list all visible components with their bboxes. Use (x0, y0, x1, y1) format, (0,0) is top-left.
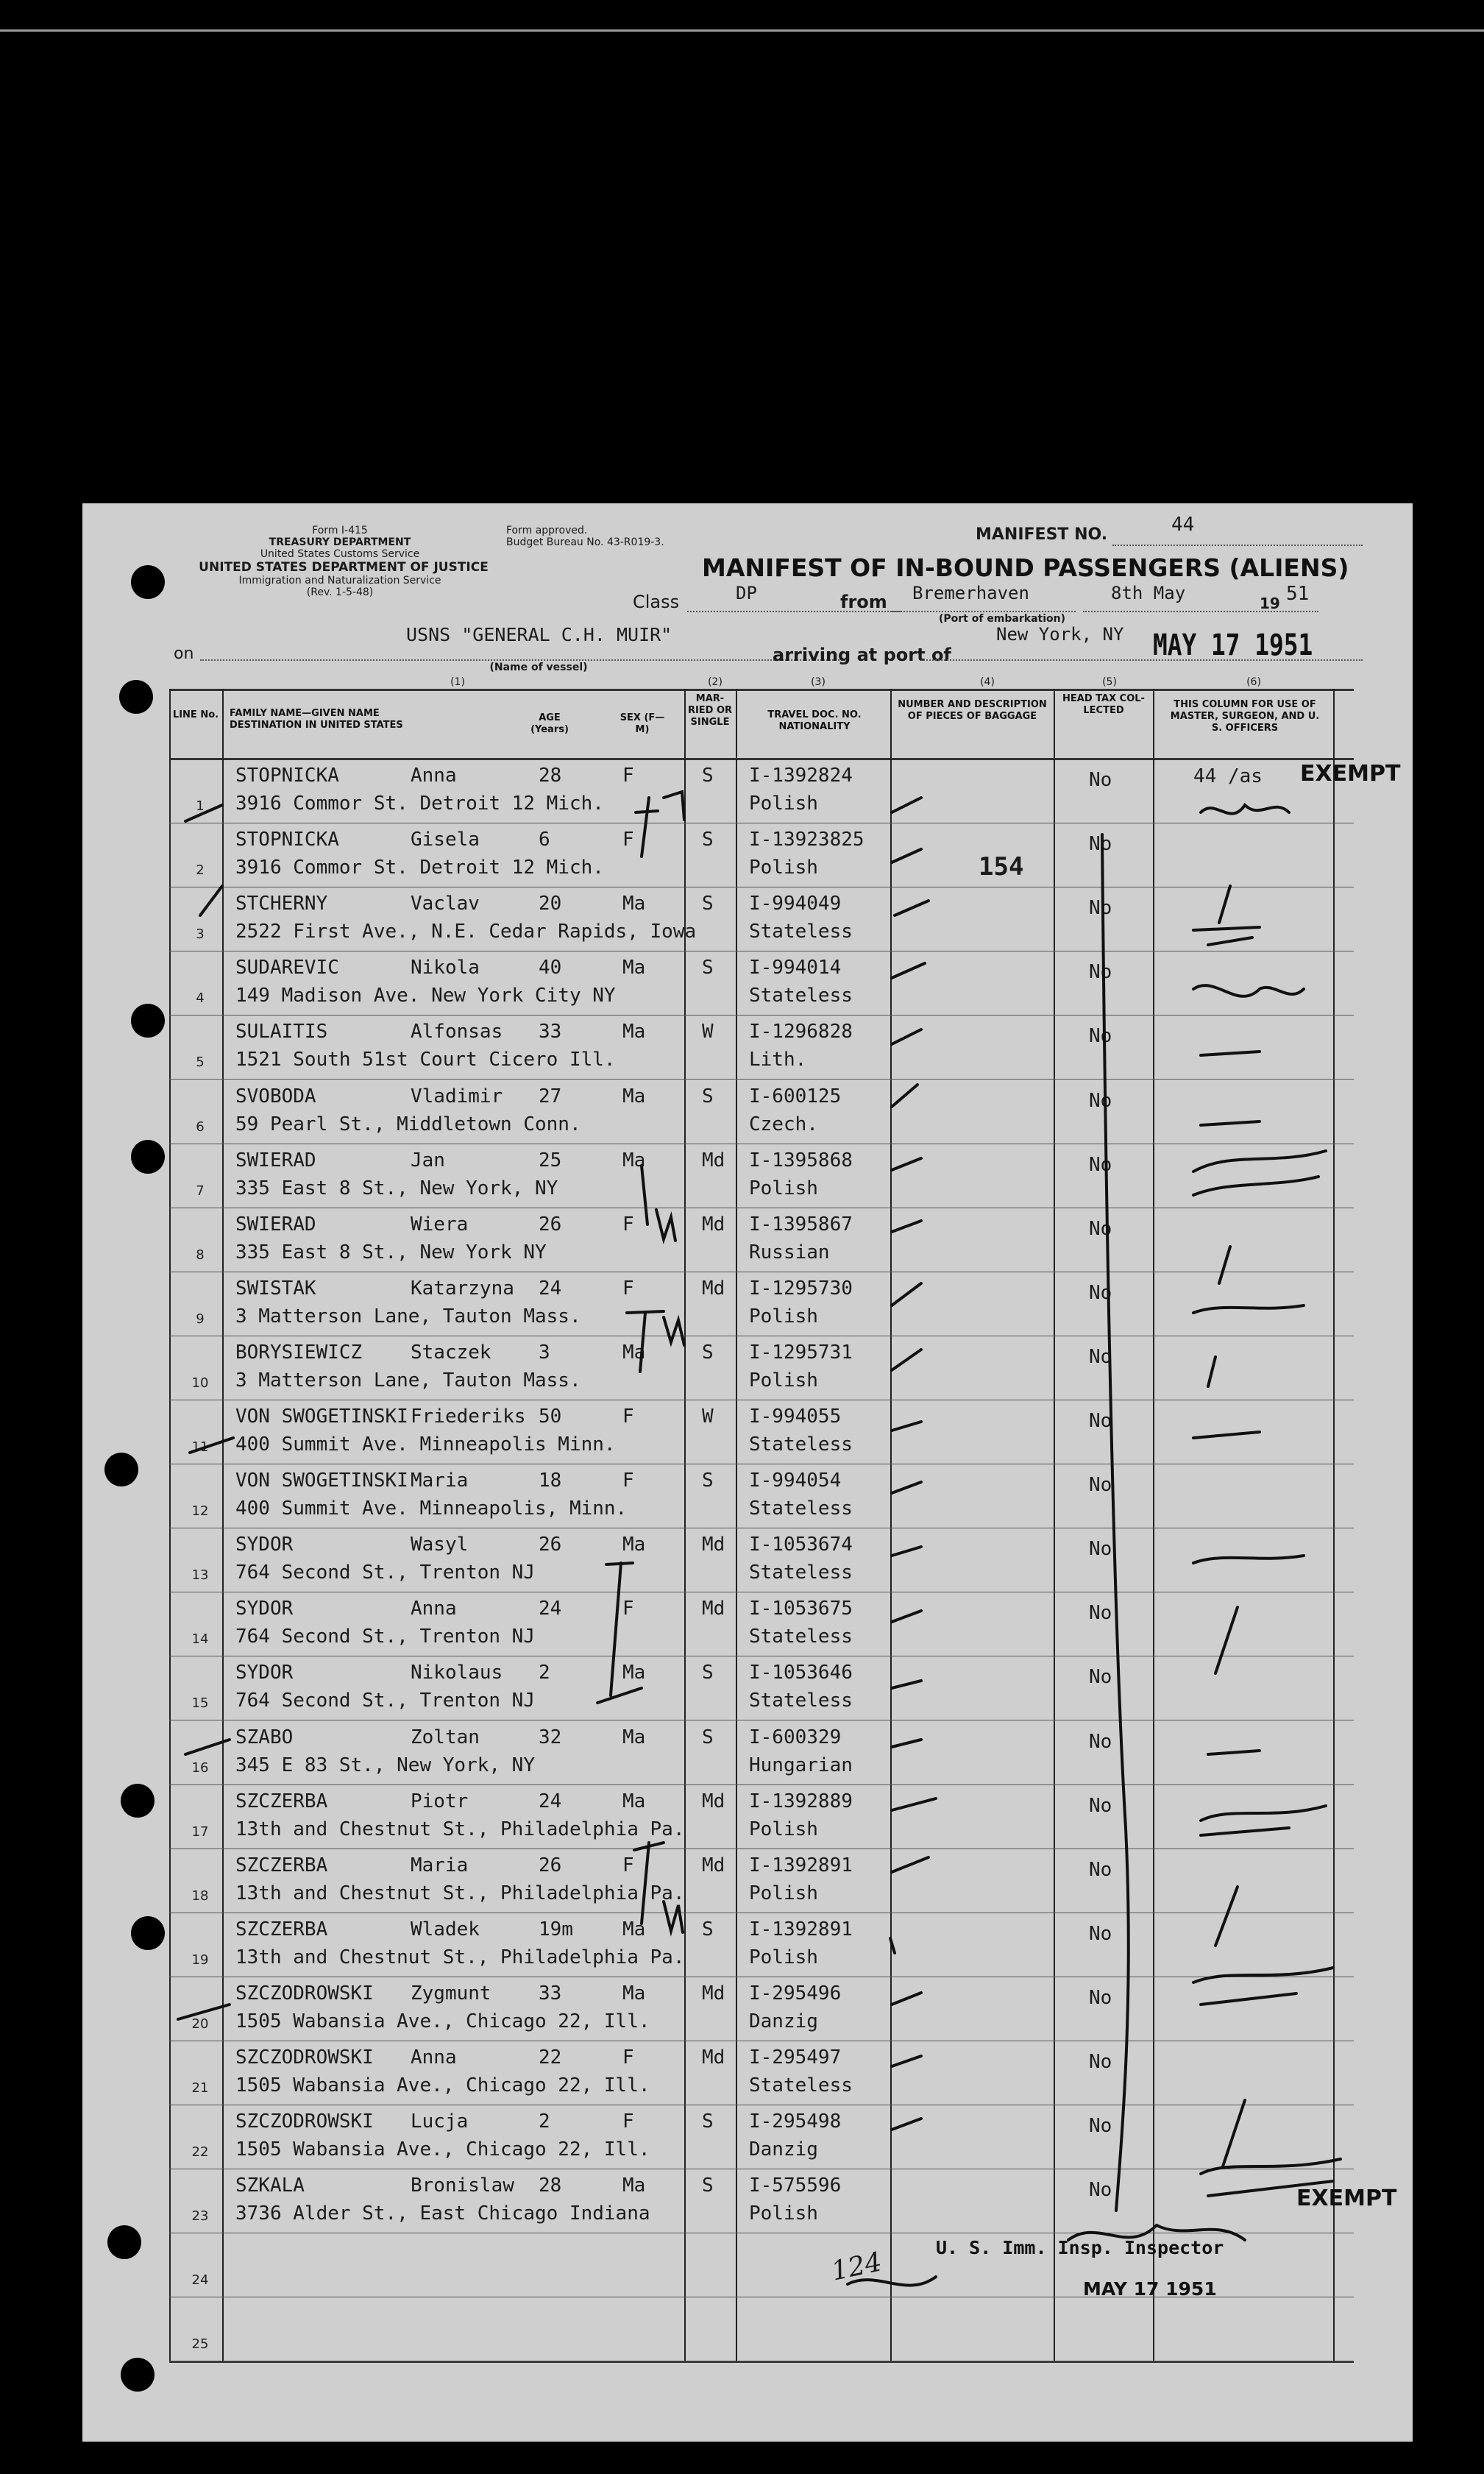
row-nationality: Polish (749, 2202, 818, 2225)
manifest-no-label: MANIFEST NO. (976, 525, 1108, 544)
row-family-name: SWISTAK (235, 1277, 316, 1300)
row-nationality: Danzig (749, 2138, 818, 2161)
row-family-name: BORYSIEWICZ (235, 1341, 363, 1364)
row-family-name: SULAITIS (235, 1021, 328, 1043)
arriving-label: arriving at port of (773, 645, 951, 665)
row-family-name: SWIERAD (235, 1149, 316, 1172)
row-age: 2 (539, 2110, 550, 2133)
row-given-name: Staczek (411, 1341, 491, 1364)
col-header-baggage: NUMBER AND DESCRIPTION OF PIECES OF BAGGAGE (898, 699, 1047, 722)
justice-dept: UNITED STATES DEPARTMENT OF JUSTICE (199, 560, 489, 575)
row-line-number: 6 (196, 1119, 205, 1135)
handwritten-marks (82, 503, 1413, 2442)
row-nationality: Polish (749, 1369, 818, 1392)
row-head-tax: No (1089, 1089, 1112, 1112)
row-sex: Ma (622, 957, 646, 979)
class-label: Class (633, 592, 680, 612)
row-line-number: 19 (191, 1952, 209, 1968)
row-sex: Ma (622, 1662, 646, 1684)
year-prefix: 19 (1260, 595, 1280, 612)
row-address: 13th and Chestnut St., Philadelphia Pa. (235, 1946, 685, 1968)
row-sex: Ma (622, 1149, 646, 1172)
exempt-stamp-top: EXEMPT (1300, 761, 1401, 787)
row-head-tax: No (1089, 1986, 1112, 2009)
row-line-number: 21 (191, 2080, 209, 2096)
row-age: 3 (539, 1341, 550, 1364)
row-family-name: STCHERNY (235, 893, 328, 915)
officer-note-row1: 44 /as (1193, 765, 1263, 787)
row-address: 335 East 8 St., New York, NY (235, 1177, 558, 1199)
row-line-number: 14 (191, 1631, 209, 1648)
row-marital-status: S (702, 765, 714, 787)
row-nationality: Danzig (749, 2010, 818, 2032)
row-age: 24 (539, 1790, 562, 1812)
customs-service: United States Customs Service (260, 548, 420, 560)
row-family-name: SYDOR (235, 1534, 294, 1556)
row-marital-status: S (702, 2110, 714, 2133)
row-nationality: Stateless (749, 1433, 853, 1456)
row-line-number: 17 (191, 1823, 209, 1840)
row-address: 764 Second St., Trenton NJ (235, 1626, 535, 1648)
row-address: 400 Summit Ave. Minneapolis Minn. (235, 1433, 616, 1456)
row-sex: Ma (622, 1085, 646, 1107)
row-given-name: Alfonsas (411, 1021, 503, 1043)
row-nationality: Stateless (749, 921, 853, 943)
row-nationality: Stateless (749, 985, 853, 1007)
inspector-date: MAY 17 1951 (1083, 2278, 1217, 2300)
col-header-name: FAMILY NAME—GIVEN NAME DESTINATION IN UNITED STATES (230, 708, 403, 731)
row-address: 3736 Alder St., East Chicago Indiana (235, 2202, 650, 2225)
row-travel-doc: I-1296828 (749, 1021, 853, 1043)
row-family-name: VON SWOGETINSKI (235, 1470, 408, 1492)
row-family-name: SZCZERBA (235, 1790, 328, 1812)
row-family-name: VON SWOGETINSKI (235, 1406, 408, 1428)
vessel-name: USNS "GENERAL C.H. MUIR" (406, 624, 672, 645)
row-address: 149 Madison Ave. New York City NY (235, 985, 616, 1007)
row-travel-doc: I-994014 (749, 957, 842, 979)
row-travel-doc: I-1295731 (749, 1341, 853, 1364)
row-travel-doc: I-994054 (749, 1470, 842, 1492)
row-sex: Ma (622, 893, 646, 915)
row-marital-status: S (702, 893, 714, 915)
row-marital-status: S (702, 1085, 714, 1107)
row-family-name: SZCZODROWSKI (235, 2110, 374, 2133)
row-travel-doc: I-994049 (749, 893, 842, 915)
row-nationality: Lith. (749, 1049, 807, 1071)
row-family-name: SWIERAD (235, 1213, 316, 1236)
exempt-stamp-bottom: EXEMPT (1296, 2186, 1397, 2211)
row-given-name: Nikola (411, 957, 480, 979)
row-sex: Ma (622, 2175, 646, 2197)
col-header-officers: THIS COLUMN FOR USE OF MASTER, SURGEON, AND U. S. OFFICERS (1170, 699, 1320, 734)
row-travel-doc: I-1395867 (749, 1213, 853, 1236)
row-head-tax: No (1089, 833, 1112, 856)
row-family-name: SYDOR (235, 1662, 294, 1684)
row-sex: F (622, 2046, 634, 2069)
row-address: 400 Summit Ave. Minneapolis, Minn. (235, 1497, 628, 1520)
vessel-note: (Name of vessel) (489, 662, 588, 673)
row-nationality: Polish (749, 1305, 818, 1328)
row-given-name: Gisela (411, 829, 480, 851)
row-travel-doc: I-1392891 (749, 1918, 853, 1940)
row-line-number: 11 (191, 1439, 209, 1455)
form-number: Form I-415 (312, 525, 368, 536)
row-travel-doc: I-1053674 (749, 1534, 853, 1556)
row-head-tax: No (1089, 1730, 1112, 1753)
row-line-number: 5 (196, 1055, 205, 1071)
manifest-sheet (82, 503, 1413, 2442)
row-line-number: 20 (191, 2016, 209, 2032)
row-family-name: SZABO (235, 1726, 294, 1748)
row-line-number: 4 (196, 990, 205, 1007)
row-nationality: Polish (749, 857, 818, 879)
row-nationality: Hungarian (749, 1754, 853, 1776)
row-travel-doc: I-1392889 (749, 1790, 853, 1812)
row-line-number: 25 (191, 2336, 209, 2353)
row-given-name: Anna (411, 765, 457, 787)
row-line-number: 1 (196, 798, 205, 814)
row-line-number: 12 (191, 1503, 209, 1520)
row-age: 26 (539, 1854, 562, 1876)
row-nationality: Polish (749, 1177, 818, 1199)
row-given-name: Anna (411, 2046, 457, 2069)
row-head-tax: No (1089, 1345, 1112, 1368)
row-given-name: Zoltan (411, 1726, 480, 1748)
row-line-number: 16 (191, 1759, 209, 1776)
row-address: 3916 Commor St. Detroit 12 Mich. (235, 793, 604, 815)
row-line-number: 9 (196, 1311, 205, 1327)
row-sex: F (622, 1470, 634, 1492)
row-family-name: SUDAREVIC (235, 957, 339, 979)
row-age: 26 (539, 1213, 562, 1236)
row-given-name: Anna (411, 1598, 457, 1620)
row-given-name: Jan (411, 1149, 445, 1172)
date-value: 8th May (1111, 583, 1186, 603)
row-marital-status: S (702, 1341, 714, 1364)
row-marital-status: S (702, 1918, 714, 1940)
row-marital-status: Md (702, 1982, 725, 2005)
row-sex: Ma (622, 1982, 646, 2005)
row-head-tax: No (1089, 961, 1112, 984)
row-marital-status: Md (702, 1149, 725, 1172)
row-travel-doc: I-575596 (749, 2175, 842, 2197)
row-given-name: Nikolaus (411, 1662, 503, 1684)
row-marital-status: S (702, 957, 714, 979)
row-marital-status: W (702, 1406, 714, 1428)
col-num-2: (2) (708, 676, 723, 688)
row-travel-doc: I-1295730 (749, 1277, 853, 1300)
row-head-tax: No (1089, 1602, 1112, 1625)
row-line-number: 24 (191, 2272, 209, 2289)
row-line-number: 15 (191, 1695, 209, 1712)
col-num-3: (3) (811, 676, 826, 688)
col-header-age: AGE (Years) (530, 712, 569, 735)
row-marital-status: S (702, 1726, 714, 1748)
row-given-name: Wasyl (411, 1534, 469, 1556)
row-sex: F (622, 1406, 634, 1428)
row-travel-doc: I-1392824 (749, 765, 853, 787)
arrival-date-stamp: MAY 17 1951 (1153, 628, 1313, 662)
row-marital-status: S (702, 1470, 714, 1492)
row-age: 27 (539, 1085, 562, 1107)
row-address: 13th and Chestnut St., Philadelphia Pa. (235, 1882, 685, 1904)
col-num-6: (6) (1246, 676, 1261, 688)
row-sex: F (622, 829, 634, 851)
inspector-line: U. S. Imm. Insp. Inspector (936, 2237, 1224, 2258)
row-age: 33 (539, 1021, 562, 1043)
row-nationality: Polish (749, 1946, 818, 1968)
row-age: 24 (539, 1598, 562, 1620)
row-address: 59 Pearl St., Middletown Conn. (235, 1113, 581, 1135)
row-given-name: Vaclav (411, 893, 480, 915)
row-family-name: SZCZERBA (235, 1918, 328, 1940)
row-line-number: 3 (196, 926, 205, 943)
row-line-number: 7 (196, 1183, 205, 1199)
row-age: 33 (539, 1982, 562, 2005)
row-given-name: Vladimir (411, 1085, 503, 1107)
row-marital-status: Md (702, 1598, 725, 1620)
row-sex: Ma (622, 1341, 646, 1364)
row-travel-doc: I-295498 (749, 2110, 842, 2133)
row-address: 335 East 8 St., New York NY (235, 1241, 547, 1263)
row-marital-status: Md (702, 1277, 725, 1300)
row-sex: Ma (622, 1021, 646, 1043)
baggage-total: 154 (979, 852, 1024, 882)
row-age: 6 (539, 829, 550, 851)
manifest-no-value: 44 (1171, 514, 1195, 536)
row-address: 345 E 83 St., New York, NY (235, 1754, 535, 1776)
row-head-tax: No (1089, 769, 1112, 791)
row-head-tax: No (1089, 1281, 1112, 1304)
row-family-name: SZCZODROWSKI (235, 2046, 374, 2069)
row-line-number: 8 (196, 1247, 205, 1263)
row-travel-doc: I-600329 (749, 1726, 842, 1748)
row-address: 1505 Wabansia Ave., Chicago 22, Ill. (235, 2010, 650, 2032)
row-travel-doc: I-295496 (749, 1982, 842, 2005)
row-address: 1505 Wabansia Ave., Chicago 22, Ill. (235, 2074, 650, 2096)
row-age: 50 (539, 1406, 562, 1428)
row-marital-status: Md (702, 1534, 725, 1556)
row-age: 40 (539, 957, 562, 979)
col-header-headtax: HEAD TAX COL-LECTED (1062, 693, 1145, 716)
row-age: 22 (539, 2046, 562, 2069)
row-age: 19m (539, 1918, 573, 1940)
row-family-name: SZCZERBA (235, 1854, 328, 1876)
row-travel-doc: I-994055 (749, 1406, 842, 1428)
row-sex: F (622, 1854, 634, 1876)
row-age: 26 (539, 1534, 562, 1556)
row-age: 2 (539, 1662, 550, 1684)
ins-service: Immigration and Naturalization Service (238, 575, 441, 586)
row-age: 18 (539, 1470, 562, 1492)
row-travel-doc: I-1053646 (749, 1662, 853, 1684)
row-marital-status: S (702, 1662, 714, 1684)
row-address: 3 Matterson Lane, Tauton Mass. (235, 1369, 581, 1392)
row-age: 28 (539, 765, 562, 787)
row-marital-status: Md (702, 1213, 725, 1236)
row-sex: F (622, 2110, 634, 2133)
row-address: 1521 South 51st Court Cicero Ill. (235, 1049, 616, 1071)
row-head-tax: No (1089, 1217, 1112, 1240)
row-sex: F (622, 765, 634, 787)
row-address: 764 Second St., Trenton NJ (235, 1562, 535, 1584)
row-line-number: 23 (191, 2208, 209, 2225)
row-travel-doc: I-295497 (749, 2046, 842, 2069)
row-given-name: Zygmunt (411, 1982, 491, 2005)
class-value: DP (736, 583, 757, 603)
row-marital-status: S (702, 2175, 714, 2197)
row-head-tax: No (1089, 1922, 1112, 1945)
col-header-travel: TRAVEL DOC. NO. NATIONALITY (767, 709, 862, 732)
row-nationality: Stateless (749, 1562, 853, 1584)
row-family-name: SVOBODA (235, 1085, 316, 1107)
row-head-tax: No (1089, 1538, 1112, 1561)
row-head-tax: No (1089, 897, 1112, 920)
row-age: 20 (539, 893, 562, 915)
row-head-tax: No (1089, 1794, 1112, 1817)
row-nationality: Polish (749, 1818, 818, 1840)
row-marital-status: Md (702, 1790, 725, 1812)
row-nationality: Czech. (749, 1113, 818, 1135)
col-header-sex: SEX (F—M) (619, 712, 665, 735)
col-num-5: (5) (1102, 676, 1117, 688)
row-nationality: Stateless (749, 2074, 853, 2096)
row-nationality: Stateless (749, 1497, 853, 1520)
arrival-port: New York, NY (996, 624, 1124, 645)
row-age: 25 (539, 1149, 562, 1172)
col-header-married: MAR-RIED OR SINGLE (687, 693, 733, 728)
row-travel-doc: I-1392891 (749, 1854, 853, 1876)
col-num-4: (4) (980, 676, 995, 688)
row-address: 764 Second St., Trenton NJ (235, 1690, 535, 1712)
row-address: 2522 First Ave., N.E. Cedar Rapids, Iowa (235, 921, 697, 943)
row-nationality: Polish (749, 793, 818, 815)
row-line-number: 2 (196, 862, 205, 879)
form-revision: (Rev. 1-5-48) (306, 586, 374, 598)
row-sex: Ma (622, 1918, 646, 1940)
row-head-tax: No (1089, 1474, 1112, 1497)
row-given-name: Maria (411, 1854, 469, 1876)
row-head-tax: No (1089, 1025, 1112, 1048)
row-address: 3916 Commor St. Detroit 12 Mich. (235, 857, 604, 879)
row-given-name: Wladek (411, 1918, 480, 1940)
row-sex: F (622, 1598, 634, 1620)
row-given-name: Lucja (411, 2110, 469, 2133)
row-line-number: 10 (191, 1375, 209, 1391)
row-line-number: 13 (191, 1567, 209, 1584)
row-nationality: Polish (749, 1882, 818, 1904)
row-given-name: Katarzyna (411, 1277, 514, 1300)
port-of-embarkation-note: (Port of embarkation) (938, 613, 1066, 625)
on-label: on (174, 645, 194, 663)
row-head-tax: No (1089, 1410, 1112, 1432)
col-header-line: LINE No. (172, 709, 219, 720)
row-nationality: Stateless (749, 1626, 853, 1648)
col-num-1: (1) (450, 676, 465, 688)
row-sex: F (622, 1213, 634, 1236)
row-head-tax: No (1089, 1666, 1112, 1689)
row-travel-doc: I-13923825 (749, 829, 865, 851)
row-age: 24 (539, 1277, 562, 1300)
row-marital-status: S (702, 829, 714, 851)
row-head-tax: No (1089, 2115, 1112, 2138)
row-family-name: SZCZODROWSKI (235, 1982, 374, 2005)
row-travel-doc: I-600125 (749, 1085, 842, 1107)
row-given-name: Bronislaw (411, 2175, 514, 2197)
budget-bureau: Budget Bureau No. 43-R019-3. (506, 536, 664, 548)
row-nationality: Russian (749, 1241, 830, 1263)
row-sex: F (622, 1277, 634, 1300)
row-address: 3 Matterson Lane, Tauton Mass. (235, 1305, 581, 1328)
row-sex: Ma (622, 1726, 646, 1748)
row-head-tax: No (1089, 2179, 1112, 2202)
row-travel-doc: I-1053675 (749, 1598, 853, 1620)
row-marital-status: Md (702, 1854, 725, 1876)
row-sex: Ma (622, 1790, 646, 1812)
row-given-name: Wiera (411, 1213, 469, 1236)
row-head-tax: No (1089, 1153, 1112, 1176)
row-travel-doc: I-1395868 (749, 1149, 853, 1172)
from-label: from (840, 592, 887, 612)
handwritten-count: 124 (828, 2247, 885, 2287)
treasury-dept: TREASURY DEPARTMENT (269, 536, 411, 548)
row-head-tax: No (1089, 1858, 1112, 1881)
row-given-name: Piotr (411, 1790, 469, 1812)
row-address: 13th and Chestnut St., Philadelphia Pa. (235, 1818, 685, 1840)
row-address: 1505 Wabansia Ave., Chicago 22, Ill. (235, 2138, 650, 2161)
manifest-title: MANIFEST OF IN-BOUND PASSENGERS (ALIENS) (702, 553, 1349, 582)
row-line-number: 18 (191, 1888, 209, 1904)
row-marital-status: W (702, 1021, 714, 1043)
row-age: 28 (539, 2175, 562, 2197)
row-marital-status: Md (702, 2046, 725, 2069)
row-line-number: 22 (191, 2144, 209, 2161)
row-family-name: STOPNICKA (235, 829, 339, 851)
row-age: 32 (539, 1726, 562, 1748)
row-sex: Ma (622, 1534, 646, 1556)
row-nationality: Stateless (749, 1690, 853, 1712)
row-family-name: SZKALA (235, 2175, 305, 2197)
row-given-name: Friederiks (411, 1406, 526, 1428)
row-family-name: STOPNICKA (235, 765, 339, 787)
form-approved: Form approved. (506, 525, 588, 536)
from-value: Bremerhaven (912, 583, 1029, 603)
row-head-tax: No (1089, 2051, 1112, 2073)
year-value: 51 (1286, 583, 1310, 605)
row-family-name: SYDOR (235, 1598, 294, 1620)
row-given-name: Maria (411, 1470, 469, 1492)
scan-border-line (0, 29, 1484, 32)
